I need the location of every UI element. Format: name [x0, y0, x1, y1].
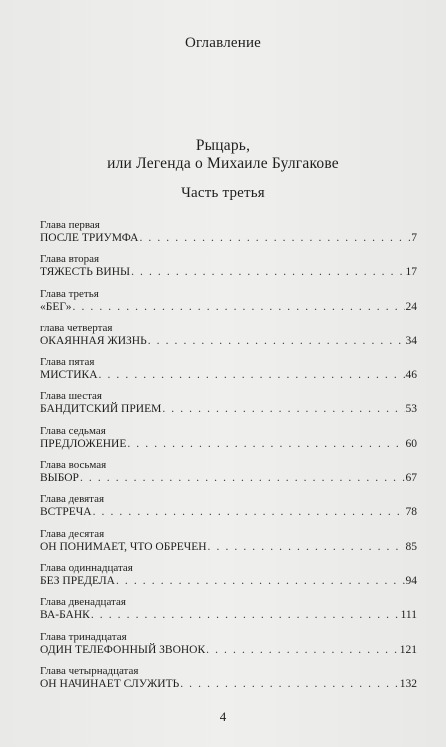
toc-entry[interactable] [40, 322, 417, 356]
chapter-title: ВА-БАНК [40, 609, 90, 622]
toc-entry[interactable] [40, 562, 417, 596]
toc-entry[interactable] [40, 665, 417, 699]
toc-entry[interactable] [40, 459, 417, 493]
page-ref: 24 [405, 300, 417, 313]
chapter-title: «БЕГ» [40, 300, 72, 313]
page-ref: 46 [405, 369, 417, 382]
page-ref: 132 [399, 677, 417, 690]
dot-leader [91, 609, 400, 622]
dot-leader [99, 369, 405, 382]
dot-leader [80, 472, 405, 485]
dot-leader [148, 335, 405, 348]
page-ref: 94 [405, 574, 417, 587]
chapter-title: ТЯЖЕСТЬ ВИНЫ [40, 266, 131, 279]
chapter-label: Глава шестая [40, 390, 102, 403]
dot-leader [116, 575, 405, 588]
chapter-label: Глава пятая [40, 356, 95, 369]
toc-entry[interactable] [40, 253, 417, 287]
book-title-line-1: Рыцарь, [195, 137, 251, 154]
toc-entry[interactable] [40, 528, 417, 562]
page-ref: 53 [405, 403, 417, 416]
toc-entry[interactable] [40, 219, 417, 253]
toc-entry[interactable] [40, 631, 417, 665]
chapter-title: ОН ПОНИМАЕТ, ЧТО ОБРЕЧЕН [40, 540, 207, 553]
chapter-label: Глава седьмая [40, 424, 106, 437]
toc-entry[interactable] [40, 288, 417, 322]
chapter-label: Глава третья [40, 287, 99, 300]
dot-leader [131, 266, 404, 279]
book-title-line-2: или Легенда о Михаиле Булгакове [107, 155, 339, 172]
dot-leader [162, 403, 404, 416]
toc-entry[interactable] [40, 596, 417, 630]
chapter-title: ОН НАЧИНАЕТ СЛУЖИТЬ [40, 677, 180, 690]
part-title: Часть третья [181, 185, 265, 201]
page-ref: 111 [400, 609, 417, 622]
chapter-title: ОДИН ТЕЛЕФОННЫЙ ЗВОНОК [40, 643, 206, 656]
page-ref: 7 [411, 232, 417, 244]
toc-entry[interactable] [40, 390, 417, 424]
toc-entry[interactable] [40, 425, 417, 459]
chapter-label: глава четвертая [40, 321, 113, 334]
chapter-label: Глава восьмая [40, 459, 107, 472]
chapter-label: Глава вторая [40, 253, 100, 266]
page-ref: 85 [405, 540, 417, 553]
toc-heading: Оглавление [184, 35, 262, 51]
page-ref: 67 [405, 472, 417, 485]
dot-leader [208, 541, 405, 554]
chapter-title: БАНДИТСКИЙ ПРИЕМ [40, 403, 162, 416]
chapter-label: Глава четырнадцатая [40, 664, 139, 677]
page-ref: 17 [405, 266, 417, 279]
chapter-title: БЕЗ ПРЕДЕЛА [40, 574, 115, 587]
chapter-label: Глава девятая [40, 493, 105, 506]
dot-leader [73, 301, 405, 314]
dot-leader [127, 438, 404, 451]
chapter-label: Глава двенадцатая [40, 596, 126, 609]
toc-list [40, 219, 417, 699]
chapter-title: МИСТИКА [40, 369, 98, 382]
chapter-title: ПРЕДЛОЖЕНИЕ [40, 437, 127, 450]
chapter-label: Глава одиннадцатая [40, 561, 133, 574]
dot-leader [139, 232, 410, 245]
chapter-title: ПОСЛЕ ТРИУМФА [40, 232, 139, 244]
chapter-label: Глава первая [40, 219, 100, 231]
toc-entry[interactable] [40, 493, 417, 527]
page-ref: 60 [405, 437, 417, 450]
chapter-label: Глава десятая [40, 527, 105, 540]
chapter-label: Глава тринадцатая [40, 630, 127, 643]
page-ref: 34 [405, 334, 417, 347]
chapter-title: ОКАЯННАЯ ЖИЗНЬ [40, 334, 147, 347]
toc-entry[interactable] [40, 356, 417, 390]
dot-leader [93, 506, 405, 519]
dot-leader [180, 678, 399, 691]
page-ref: 121 [399, 643, 417, 656]
chapter-title: ВЫБОР [40, 472, 79, 485]
page-number: 4 [219, 709, 227, 724]
chapter-title: ВСТРЕЧА [40, 506, 92, 519]
page-ref: 78 [405, 506, 417, 519]
dot-leader [206, 644, 399, 657]
